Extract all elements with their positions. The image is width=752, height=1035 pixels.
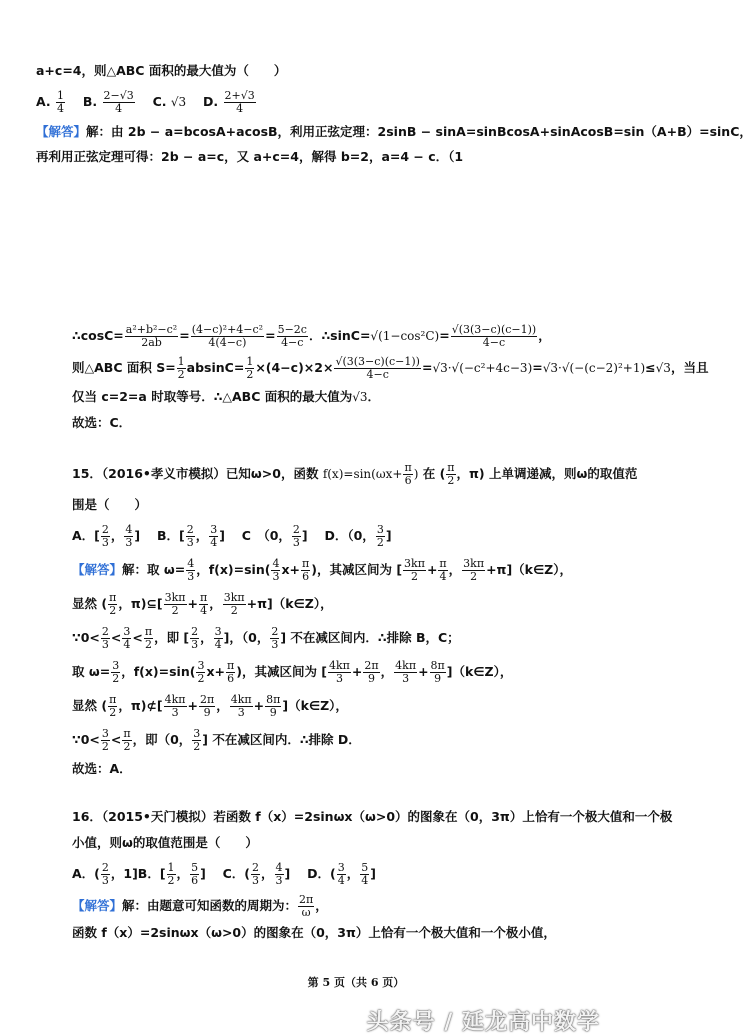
q15-solution-line3: ∵0< $\frac{2}{3}$ < $\frac{3}{4}$ < $\frac{\pi}{2}$ ，即 [ $\frac{2}{3}$ ， $\frac{3}{4}$ ]，（0， $\frac{2}{3}$ ] 不在减区间内．∴排除 B，C；: [72, 625, 460, 651]
q14-solution-line1: 【解答】解：由 2b − a=bcosA+acosB，利用正弦定理：2sinB − sinA=sinBcosA+sinAcosB=sin（A+B）=sinC，: [36, 124, 752, 139]
q14-solution-line2: 再利用正弦定理可得：2b − a=c，又 a+c=4，解得 b=2，a=4 − c．（1 ∴cosC= $\frac{\text{a²+b²−c²}}{2ab}$ = $\frac{\text{(4−c)²+4−c²}}{4(4-c)}$ = $\frac{5-2c}{4-c}$ ．∴sinC=√(1−cos²C)= $\frac{√(3(3-c)(c-1))}{4-c}$ ， 则△ABC 面积 S= $\frac{1}{2}$ absinC= $\frac{1}{2}$ ×(4−c)×2× $\frac{√(3(3-c)(c-1))}{4-c}$ =√3·√(−c²+4c−3)=√3·√(−(c−2)²+1)≤√3，当且 仅当 c=2=a 时取等号．∴△ABC 面积的最大值为√3． 故选：C． 15．（2016•孝义市模拟）已知ω>0，函数 f(x)=sin(ωx+ $\frac{\pi}{6}$ ) 在 ( $\frac{\pi}{2}$ ，π) 上单调递减，则ω的取值范 围是（ ） A．[ $\frac{2}{3}$ ， $\frac{4}{3}$ ] B．[ $\frac{2}{3}$ ， $\frac{3}{4}$ ] C （0， $\frac{2}{3}$ ] D．（0， $\frac{3}{2}$ ] 【解答】解：取 ω= $\frac{4}{3}$ ，f(x)=sin( $\frac{4}{3}$ x+ $\frac{\pi}{6}$ )，其减区间为 [ $\frac{3k\pi}{2}$ + $\frac{\pi}{4}$ ， $\frac{3k\pi}{2}$ +π]（k∈Z）， 显然 ( $\frac{\pi}{2}$ ，π)⊆[ $\frac{3k\pi}{2}$ + $\frac{\pi}{4}$ ， $\frac{3k\pi}{2}$ +π]（k∈Z）， ∵0< $\frac{2}{3}$ < $\frac{3}{4}$ < $\frac{\pi}{2}$ ，即 [ $\frac{2}{3}$ ， $\frac{3}{4}$ ]，（0， $\frac{2}{3}$ ] 不在减区间内．∴排除 B，C； 取 ω= $\frac{3}{2}$ ，f(x)=sin( $\frac{3}{2}$ x+ $\frac{\pi}{6}$ )，其减区间为 [ $\frac{4k\pi}{3}$ + $\frac{2\pi}{9}$ ， $\frac{4k\pi}{3}$ + $\frac{8\pi}{9}$ ]（k∈Z）， 显然 ( $\frac{\pi}{2}$ ，π)⊄[ $\frac{4k\pi}{3}$ + $\frac{2\pi}{9}$ ， $\frac{4k\pi}{3}$ + $\frac{8\pi}{9}$ ]（k∈Z）， ∵0< $\frac{3}{2}$ < $\frac{\pi}{2}$ ，即（0， $\frac{3}{2}$ ] 不在减区间内．∴排除 D． 故选：A． 16．（2015•天门模拟）若函数 f（x）=2sinωx（ω>0）的图象在（0，3π）上恰有一个极大值和一个极 小值，则ω的取值范围是（ ） A．( $\frac{2}{3}$ ，1]B．[ $\frac{1}{2}$ ， $\frac{5}{6}$ ] C．( $\frac{2}{3}$ ， $\frac{4}{3}$ ] D．( $\frac{3}{4}$ ， $\frac{5}{4}$ ] 【解答】解：由题意可知函数的周期为： $\frac{2\pi}{\omega}$ ， 函数 f（x）=2sinωx（ω>0）的图象在（0，3π）上恰有一个极大值和一个极小值， 第 5 页（共 6 页） 头条号 / 延龙高中数学: [36, 149, 709, 1035]
q16-question-line2: 小值，则ω的取值范围是（ ）: [72, 835, 258, 850]
q15-solution-line2: 显然 ( $\frac{\pi}{2}$ ，π)⊆[ $\frac{3k\pi}{2}$ + $\frac{\pi}{4}$ ， $\frac{3k\pi}{2}$ +π]（k∈Z），: [72, 591, 333, 617]
q14-solution-line4: 则△ABC 面积 S= $\frac{1}{2}$ absinC= $\frac{1}{2}$ ×(4−c)×2× $\frac{√(3(3-c)(c-1))}{4-c}$ =√3·√(−c²+4c−3)=√3·√(−(c−2)²+1)≤√3，当且: [72, 355, 709, 381]
q16-options: A．( $\frac{2}{3}$ ，1]B．[ $\frac{1}{2}$ ， $\frac{5}{6}$ ] C．( $\frac{2}{3}$ ， $\frac{4}{3}$ ] D．( $\frac{3}{4}$ ， $\frac{5}{4}$ ]: [72, 861, 376, 887]
q15-solution-line1: 【解答】解：取 ω= $\frac{4}{3}$ ，f(x)=sin( $\frac{4}{3}$ x+ $\frac{\pi}{6}$ )，其减区间为 [ $\frac{3k\pi}{2}$ + $\frac{\pi}{4}$ ， $\frac{3k\pi}{2}$ +π]（k∈Z），: [72, 557, 572, 583]
q14-solution-line3: ∴cosC= $\frac{\text{a²+b²−c²}}{2ab}$ = $\frac{\text{(4−c)²+4−c²}}{4(4-c)}$ = $\frac{5-2c}{4-c}$ ．∴sinC=√(1−cos²C)= $\frac{√(3(3-c)(c-1))}{4-c}$ ，: [72, 323, 551, 349]
q15-question-line1: 15．（2016•孝义市模拟）已知ω>0，函数 f(x)=sin(ωx+ $\frac{\pi}{6}$ ) 在 ( $\frac{\pi}{2}$ ，π) 上单调递减，则ω的取值范: [72, 461, 638, 487]
q14-solution-line5: 仅当 c=2=a 时取等号．∴△ABC 面积的最大值为√3．: [72, 389, 381, 404]
page-footer: 第 5 页（共 6 页）: [307, 976, 405, 989]
q15-solution-line6: ∵0< $\frac{3}{2}$ < $\frac{\pi}{2}$ ，即（0， $\frac{3}{2}$ ] 不在减区间内．∴排除 D．: [72, 727, 361, 753]
q15-solution-line4: 取 ω= $\frac{3}{2}$ ，f(x)=sin( $\frac{3}{2}$ x+ $\frac{\pi}{6}$ )，其减区间为 [ $\frac{4k\pi}{3}$ + $\frac{2\pi}{9}$ ， $\frac{4k\pi}{3}$ + $\frac{8\pi}{9}$ ]（k∈Z），: [72, 659, 513, 685]
q14-question-tail: a+c=4，则△ABC 面积的最大值为（ ）: [36, 63, 287, 78]
q16-question-line1: 16．（2015•天门模拟）若函数 f（x）=2sinωx（ω>0）的图象在（0，3π）上恰有一个极大值和一个极: [72, 809, 673, 824]
q15-options: A．[ $\frac{2}{3}$ ， $\frac{4}{3}$ ] B．[ $\frac{2}{3}$ ， $\frac{3}{4}$ ] C （0， $\frac{2}{3}$ ] D．（0， $\frac{3}{2}$ ]: [72, 523, 392, 549]
q16-solution-line1: 【解答】解：由题意可知函数的周期为： $\frac{2\pi}{\omega}$ ，: [72, 893, 328, 919]
watermark: 头条号 / 延龙高中数学: [366, 1010, 600, 1035]
q14-answer: 故选：C．: [72, 415, 132, 430]
q16-solution-line2: 函数 f（x）=2sinωx（ω>0）的图象在（0，3π）上恰有一个极大值和一个极小值，: [72, 925, 556, 940]
q15-answer: 故选：A．: [72, 761, 132, 776]
q14-options: A. $\frac{1}{4}$ B. $\frac{2-√3}{4}$ C. √3 D. $\frac{2+√3}{4}$: [36, 89, 255, 115]
q15-solution-line5: 显然 ( $\frac{\pi}{2}$ ，π)⊄[ $\frac{4k\pi}{3}$ + $\frac{2\pi}{9}$ ， $\frac{4k\pi}{3}$ + $\frac{8\pi}{9}$ ]（k∈Z），: [72, 693, 348, 719]
q15-question-line2: 围是（ ）: [72, 497, 148, 512]
